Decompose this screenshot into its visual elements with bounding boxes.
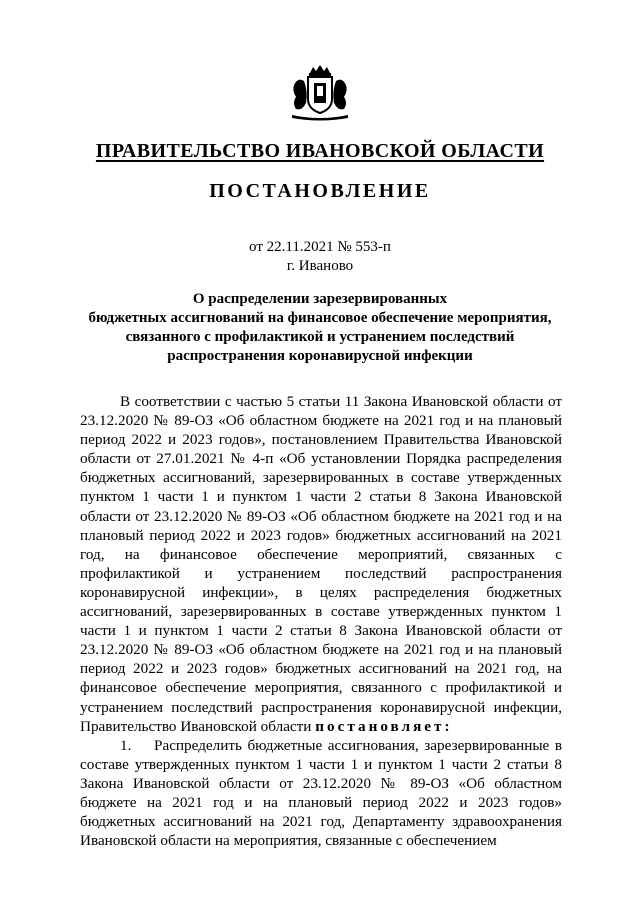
document-title bbox=[80, 290, 560, 366]
date-and-place bbox=[60, 238, 580, 276]
organization-name: ПРАВИТЕЛЬСТВО ИВАНОВСКОЙ ОБЛАСТИ bbox=[95, 140, 545, 162]
title-line: связанного с профилактикой и устранением последствий bbox=[125, 329, 515, 345]
preamble-text: В соответствии с частью 5 статьи 11 Закона Ивановской области от 23.12.2020 № 89-ОЗ «Об областном бюджете на 2021 год и на плановый период 2022 и 2023 годов», постановлением Правительства Ивановской области от 27.01.2021 № 4-п «Об установлении Порядка распределения бюджетных ассигнований, зарезервированных в составе утвержденных пунктом 1 части 1 и пунктом 1 части 2 статьи 8 Закона Ивановской области от 23.12.2020 № 89-ОЗ «Об областном бюджете на 2021 год и на плановый период 2022 и 2023 годов» бюджетных ассигнований на 2021 год, на финансовое обеспечение мероприятий, связанных с профилактикой и устранением последствий распространения коронавирусной инфекции», в целях распределения бюджетных ассигнований, зарезервированных в составе утвержденных пунктом 1 части 1 и пунктом 1 части 2 статьи 8 Закона Ивановской области от 23.12.2020 № 89-ОЗ «Об областном бюджете на 2021 год и на плановый период 2022 и 2023 годов» бюджетных ассигнований на 2021 год, на финансовое обеспечение мероприятия, связанного с профилактикой и устранением последствий распространения коронавирусной инфекции, Правительство Ивановской области bbox=[80, 393, 562, 735]
decree-word: постановляет: bbox=[315, 717, 453, 735]
preamble-paragraph bbox=[80, 392, 562, 736]
item-1-paragraph bbox=[80, 736, 562, 851]
document-type: ПОСТАНОВЛЕНИЕ bbox=[209, 180, 431, 202]
document-body bbox=[80, 392, 562, 850]
city: г. Иваново bbox=[286, 258, 354, 274]
title-line: распространения коронавирусной инфекции bbox=[167, 348, 473, 364]
date-number: от 22.11.2021 № 553-п bbox=[249, 239, 391, 255]
coat-of-arms-icon bbox=[286, 63, 354, 123]
title-line: бюджетных ассигнований на финансовое обеспечение мероприятия, bbox=[88, 310, 552, 326]
title-line: О распределении зарезервированных bbox=[192, 291, 448, 307]
item-1-text: Распределить бюджетные ассигнования, зарезервированные в составе утвержденных пунктом 1 части 1 и пунктом 1 части 2 статьи 8 Закона Ивановской области от 23.12.2020 № 89-ОЗ «Об областном бюджете на 2021 год и на плановый период 2022 и 2023 годов» бюджетных ассигнований на 2021 год, Департаменту здравоохранения Ивановской области на мероприятия, связанные с обеспечением bbox=[80, 736, 562, 850]
item-1-number: 1. bbox=[120, 736, 132, 754]
